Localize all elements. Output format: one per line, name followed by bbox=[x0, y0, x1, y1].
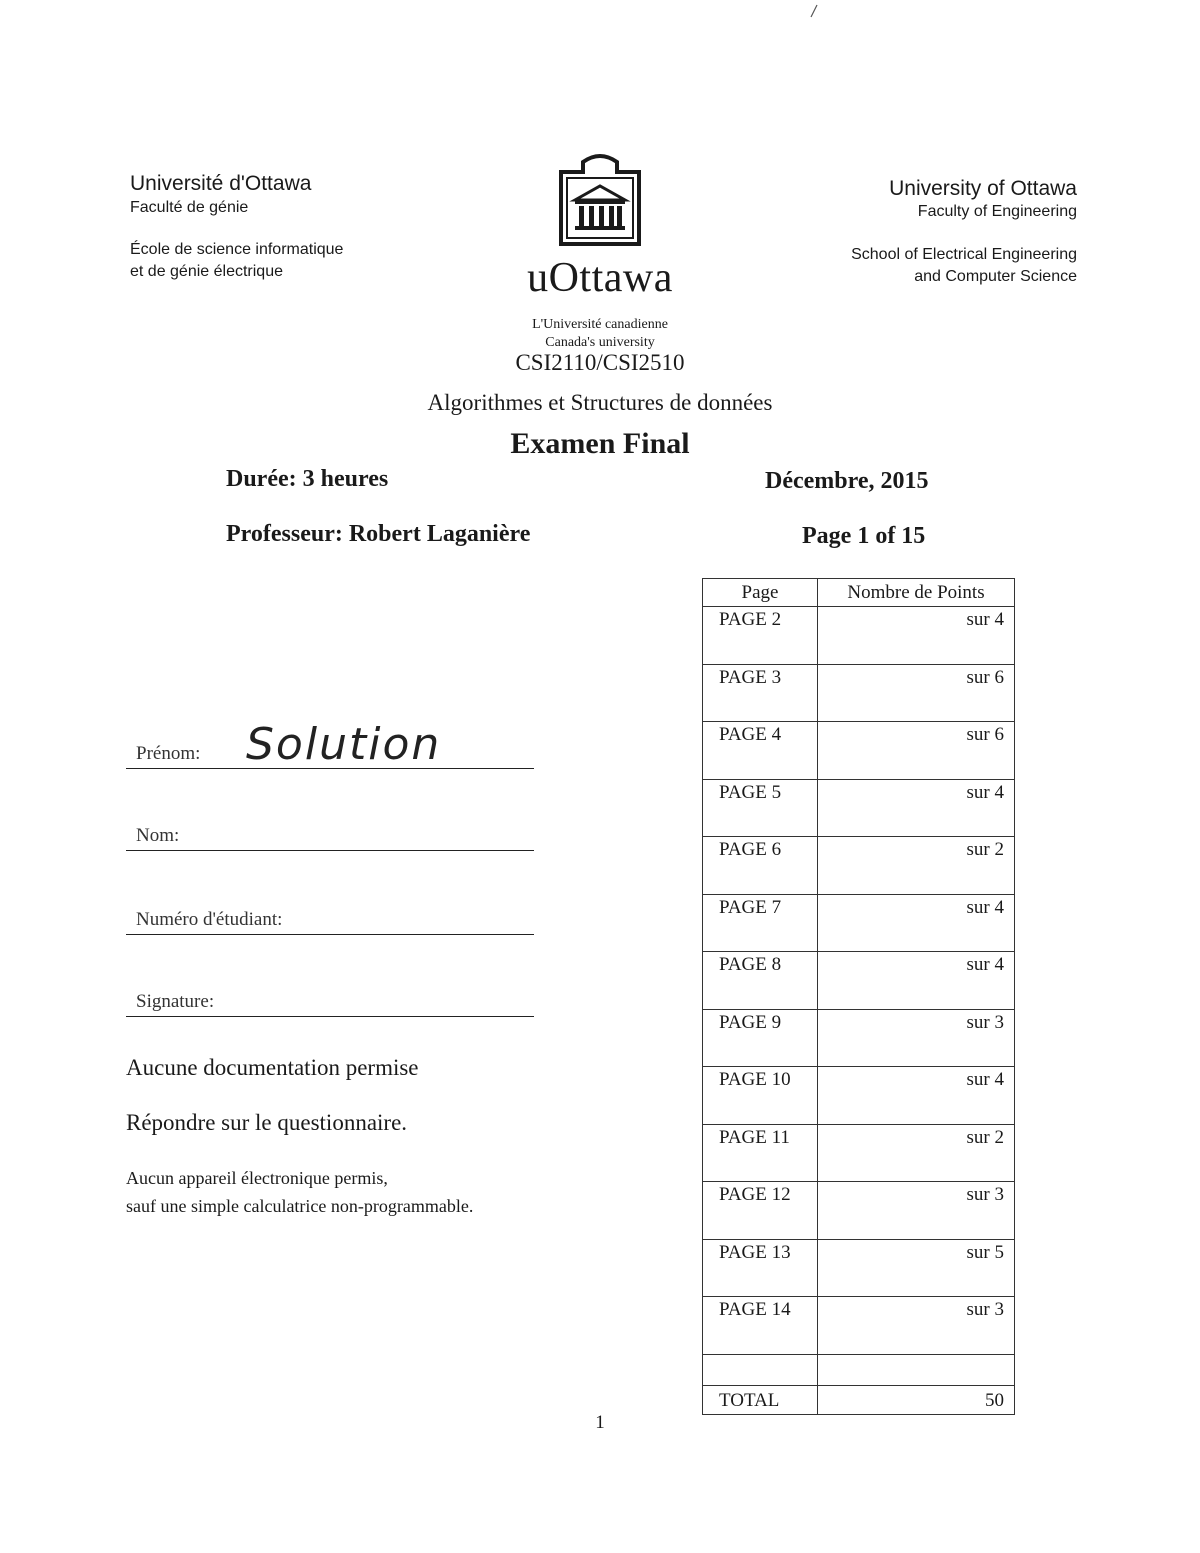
score-table bbox=[702, 578, 1015, 1415]
course-code: CSI2110/CSI2510 bbox=[515, 350, 685, 375]
school-name-en-line2: and Computer Science bbox=[914, 268, 1077, 285]
row-page: PAGE 14 bbox=[703, 1297, 818, 1355]
row-page: PAGE 10 bbox=[703, 1067, 818, 1125]
university-name-en: University of Ottawa bbox=[889, 177, 1077, 200]
exam-professor: Professeur: Robert Laganière bbox=[226, 521, 531, 547]
prenom-handwritten-value: Solution bbox=[246, 719, 442, 770]
row-points[interactable]: sur 5 bbox=[818, 1239, 1015, 1297]
row-page: PAGE 3 bbox=[703, 664, 818, 722]
nom-field[interactable] bbox=[126, 810, 534, 851]
table-row bbox=[703, 1124, 1015, 1182]
score-table-header-row bbox=[703, 579, 1015, 607]
note-no-documentation: Aucune documentation permise bbox=[126, 1055, 419, 1080]
score-table-header-points: Nombre de Points bbox=[818, 579, 1015, 607]
spacer-cell bbox=[818, 1354, 1015, 1385]
row-points[interactable]: sur 2 bbox=[818, 1124, 1015, 1182]
row-points[interactable]: sur 4 bbox=[818, 952, 1015, 1010]
row-page: PAGE 9 bbox=[703, 1009, 818, 1067]
row-points[interactable]: sur 2 bbox=[818, 837, 1015, 895]
prenom-field[interactable] bbox=[126, 719, 534, 770]
exam-title: Examen Final bbox=[510, 427, 690, 460]
course-title: Algorithmes et Structures de données bbox=[427, 390, 773, 415]
note-calculator-allowed: sauf une simple calculatrice non-programmable. bbox=[126, 1196, 474, 1216]
row-page: PAGE 12 bbox=[703, 1182, 818, 1240]
scan-mark bbox=[810, 4, 818, 18]
table-row bbox=[703, 894, 1015, 952]
footer-page-number: 1 bbox=[595, 1412, 605, 1433]
row-points[interactable]: sur 4 bbox=[818, 607, 1015, 665]
row-page: PAGE 4 bbox=[703, 722, 818, 780]
signature-label: Signature: bbox=[136, 991, 215, 1012]
table-row bbox=[703, 1239, 1015, 1297]
tagline-fr: L'Université canadienne bbox=[532, 317, 668, 332]
row-page: PAGE 6 bbox=[703, 837, 818, 895]
university-building-icon bbox=[553, 148, 647, 248]
school-name-fr-line2: et de génie électrique bbox=[130, 263, 283, 280]
table-row bbox=[703, 1009, 1015, 1067]
row-points[interactable]: sur 6 bbox=[818, 664, 1015, 722]
brand-wordmark: uOttawa bbox=[527, 255, 673, 301]
note-no-electronics: Aucun appareil électronique permis, bbox=[126, 1168, 388, 1188]
table-row bbox=[703, 607, 1015, 665]
row-points[interactable]: sur 3 bbox=[818, 1182, 1015, 1240]
row-page: PAGE 5 bbox=[703, 779, 818, 837]
table-row bbox=[703, 1067, 1015, 1125]
nom-label: Nom: bbox=[136, 825, 180, 846]
row-page: PAGE 8 bbox=[703, 952, 818, 1010]
exam-date: Décembre, 2015 bbox=[765, 468, 929, 494]
row-points[interactable]: sur 4 bbox=[818, 779, 1015, 837]
row-page: PAGE 7 bbox=[703, 894, 818, 952]
table-total-row bbox=[703, 1385, 1015, 1414]
table-spacer-row bbox=[703, 1354, 1015, 1385]
row-page: PAGE 11 bbox=[703, 1124, 818, 1182]
row-page: PAGE 13 bbox=[703, 1239, 818, 1297]
table-row bbox=[703, 1182, 1015, 1240]
table-row bbox=[703, 837, 1015, 895]
row-page: PAGE 2 bbox=[703, 607, 818, 665]
table-row bbox=[703, 722, 1015, 780]
note-answer-on-questionnaire: Répondre sur le questionnaire. bbox=[126, 1110, 408, 1135]
faculty-name-fr: Faculté de génie bbox=[130, 199, 249, 216]
page-count: Page 1 of 15 bbox=[802, 523, 926, 549]
row-points[interactable]: sur 4 bbox=[818, 894, 1015, 952]
university-name-fr: Université d'Ottawa bbox=[130, 172, 312, 195]
exam-duration: Durée: 3 heures bbox=[226, 466, 389, 492]
faculty-name-en: Faculty of Engineering bbox=[917, 203, 1077, 220]
table-row bbox=[703, 664, 1015, 722]
total-value[interactable]: 50 bbox=[818, 1385, 1015, 1414]
row-points[interactable]: sur 3 bbox=[818, 1297, 1015, 1355]
student-number-label: Numéro d'étudiant: bbox=[136, 909, 283, 930]
table-row bbox=[703, 952, 1015, 1010]
row-points[interactable]: sur 6 bbox=[818, 722, 1015, 780]
row-points[interactable]: sur 4 bbox=[818, 1067, 1015, 1125]
table-row bbox=[703, 779, 1015, 837]
row-points[interactable]: sur 3 bbox=[818, 1009, 1015, 1067]
signature-field[interactable] bbox=[126, 976, 534, 1017]
school-name-fr-line1: École de science informatique bbox=[130, 241, 344, 258]
total-label: TOTAL bbox=[703, 1385, 818, 1414]
school-name-en-line1: School of Electrical Engineering bbox=[851, 246, 1077, 263]
tagline-en: Canada's university bbox=[545, 335, 655, 350]
prenom-label: Prénom: bbox=[136, 743, 201, 764]
spacer-cell bbox=[703, 1354, 818, 1385]
score-table-header-page: Page bbox=[703, 579, 818, 607]
table-row bbox=[703, 1297, 1015, 1355]
student-number-field[interactable] bbox=[126, 894, 534, 935]
